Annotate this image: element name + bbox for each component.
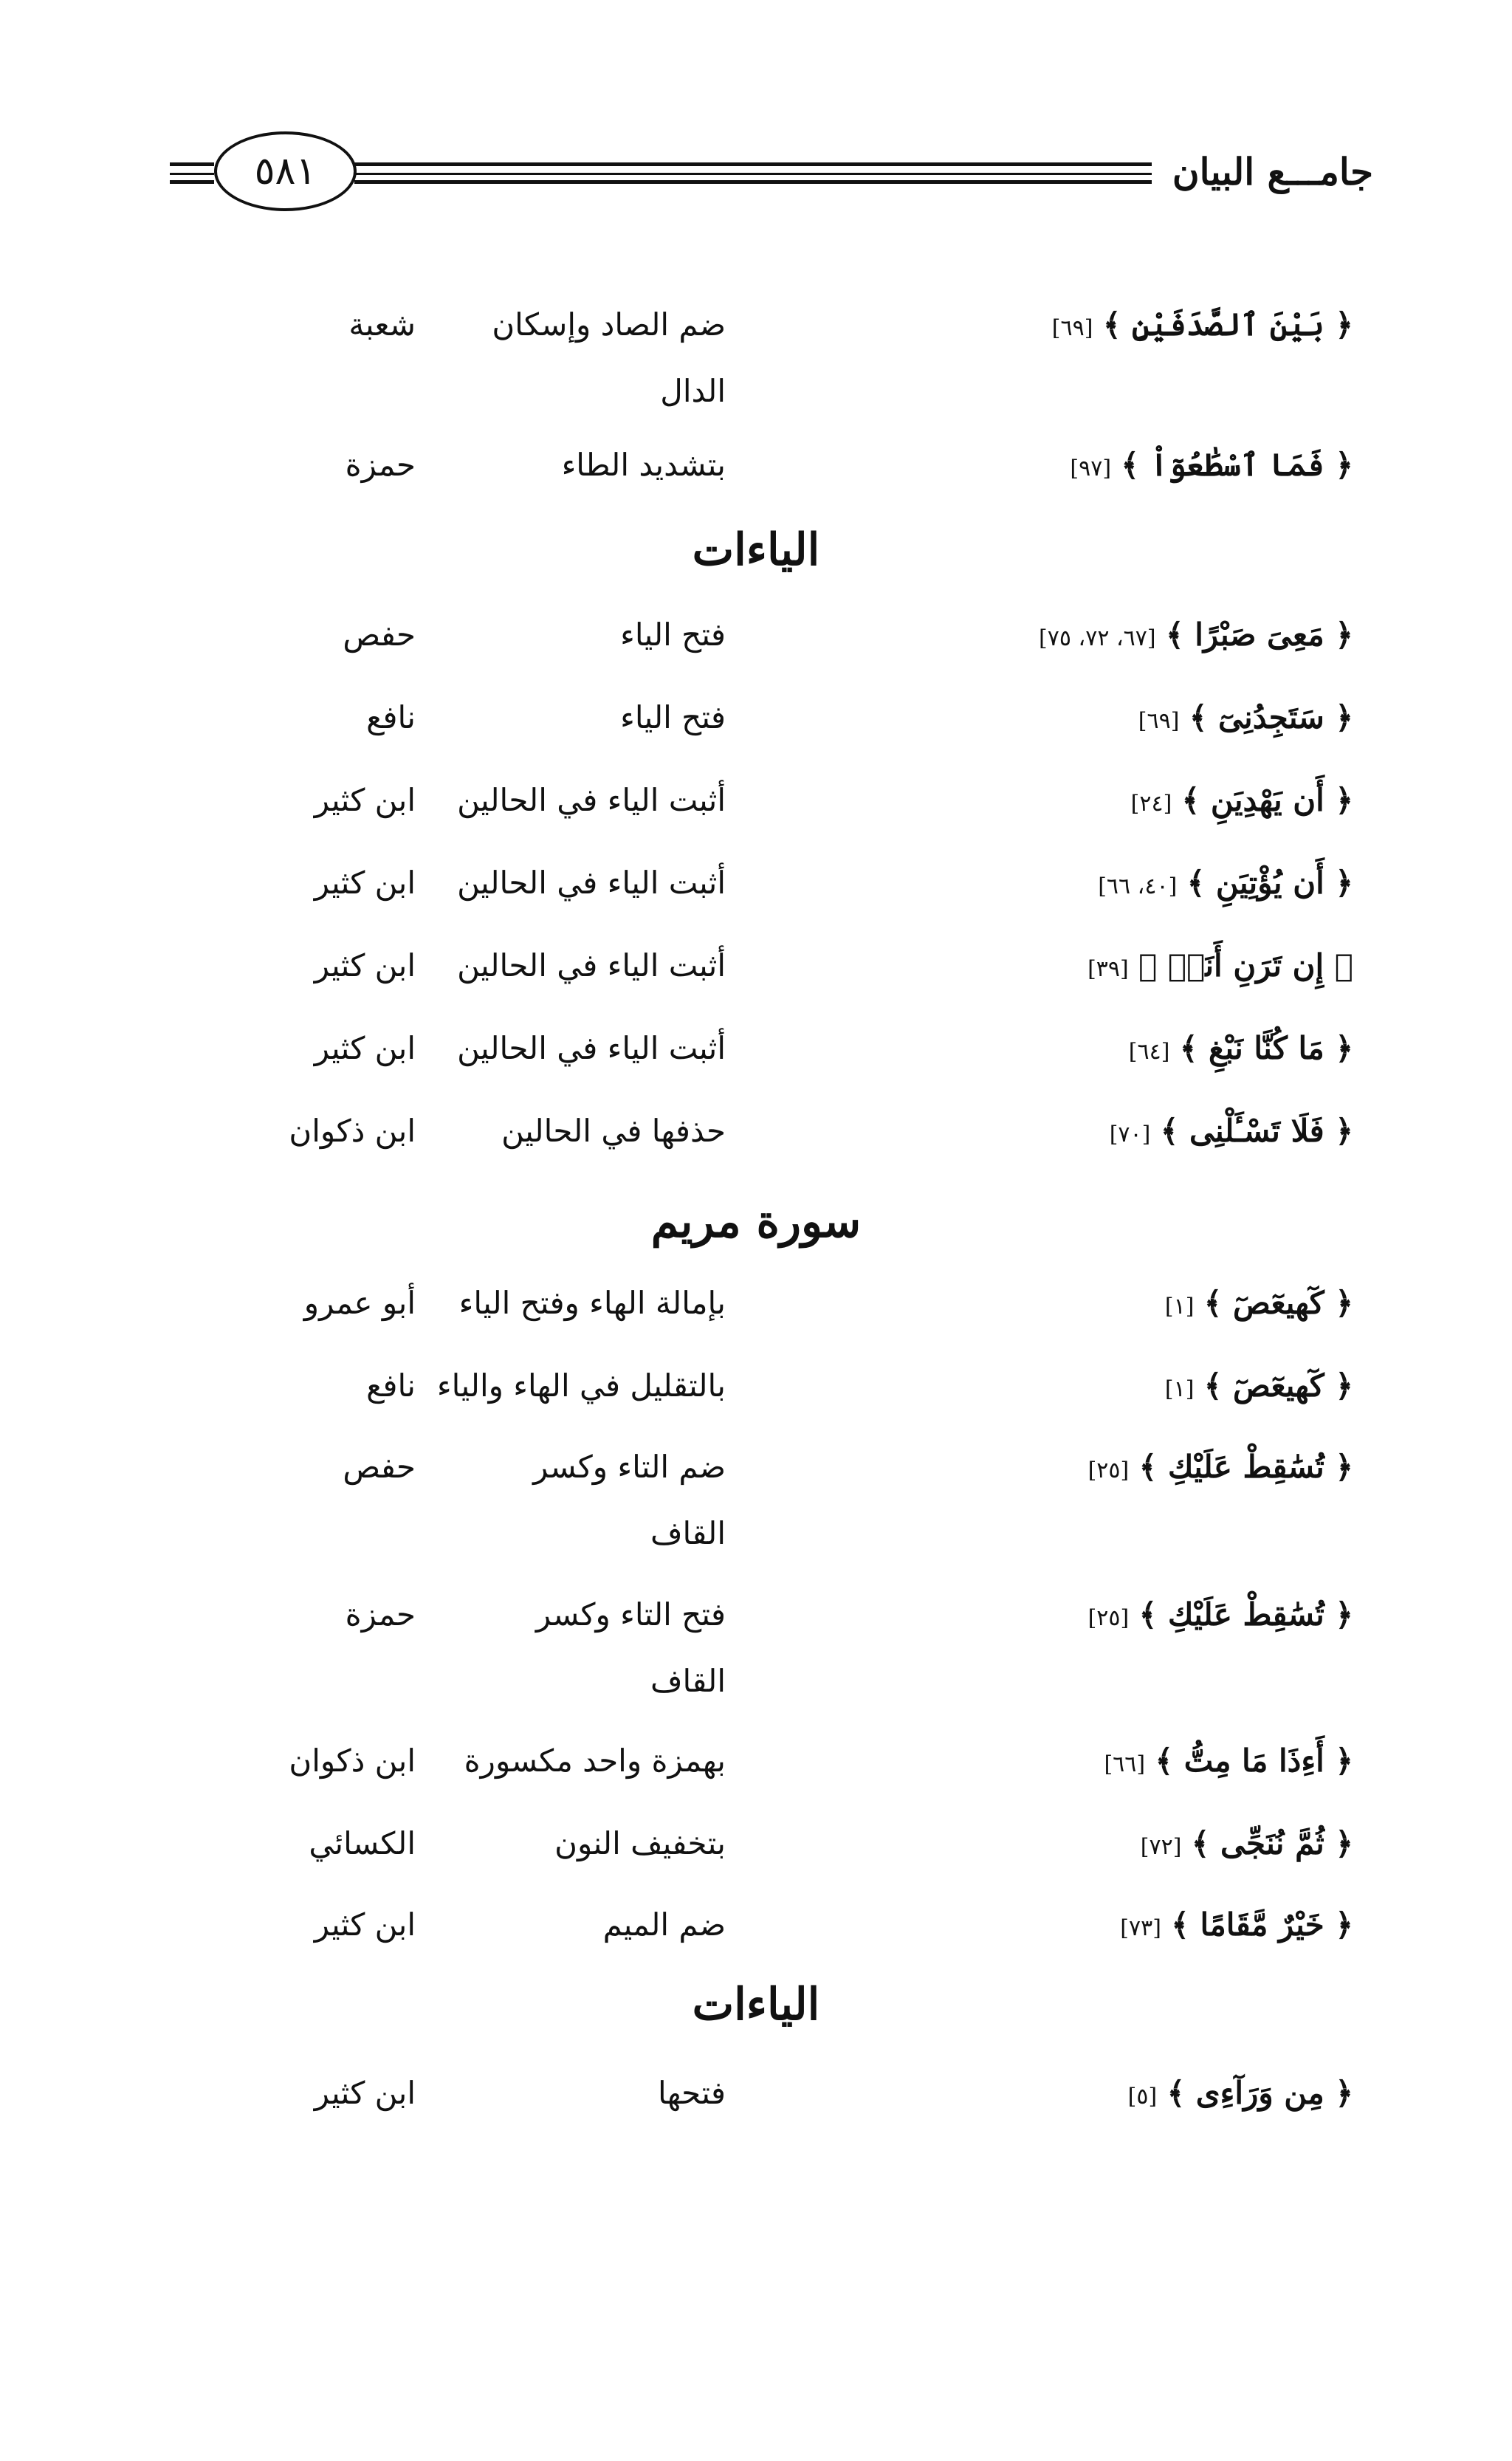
reading-description: فتح التاء وكسر — [535, 1596, 726, 1633]
quran-word-text: ﴿ كٓهيعٓصٓ ﴾ — [1203, 1285, 1353, 1321]
quran-word-text: ﴿ تُسَٰقِطْ عَلَيْكِ ﴾ — [1138, 1596, 1353, 1633]
verse-reference: [٧٢] — [1140, 1834, 1182, 1860]
verse-reference: [٦٩] — [1051, 315, 1093, 341]
reading-row — [0, 1438, 1512, 1504]
reader-name: حفص — [343, 617, 416, 653]
reading-description: أثبت الياء في الحالين — [457, 865, 726, 901]
reading-description: حذفها في الحالين — [501, 1113, 726, 1149]
reading-description: أثبت الياء في الحالين — [457, 1030, 726, 1066]
header-rule — [170, 180, 214, 184]
verse-reference: [٢٥] — [1087, 1605, 1130, 1631]
section-heading: الياءات — [692, 524, 820, 576]
quran-word — [1087, 936, 1353, 999]
reading-description: بإمالة الهاء وفتح الياء — [458, 1285, 726, 1321]
verse-reference: [٢٤] — [1130, 791, 1172, 817]
reading-description-continued: القاف — [650, 1515, 726, 1551]
verse-reference: [٦٩] — [1138, 708, 1180, 734]
reading-description: فتحها — [657, 2075, 726, 2111]
reading-row — [0, 1585, 1512, 1652]
quran-word-text: ﴿ ثُمَّ نُنَجِّى ﴾ — [1191, 1825, 1353, 1861]
reading-description: بتخفيف النون — [554, 1825, 726, 1861]
header-rule — [170, 162, 214, 166]
reading-description: أثبت الياء في الحالين — [457, 947, 726, 984]
header-rule — [354, 180, 1152, 184]
page-number: ٥٨١ — [254, 149, 317, 193]
reading-description: أثبت الياء في الحالين — [457, 782, 726, 818]
reading-row — [0, 771, 1512, 837]
quran-word — [1131, 771, 1353, 834]
reader-name: ابن كثير — [314, 865, 416, 901]
header-rule — [354, 173, 1152, 175]
quran-word — [1052, 295, 1353, 358]
quran-word — [1128, 2064, 1353, 2127]
verse-reference: [٦٧، ٧٢، ٧٥] — [1039, 625, 1156, 651]
reader-name: ابن كثير — [314, 947, 416, 984]
quran-word-text: ﴿ إِن تَرَنِ أَنَا۠ ﴾ — [1138, 947, 1353, 984]
reading-row — [0, 2064, 1512, 2130]
quran-word — [1165, 1274, 1353, 1336]
reading-row — [0, 1731, 1512, 1798]
reading-description: ضم الصاد وإسكان — [492, 306, 726, 343]
quran-word — [1141, 1814, 1353, 1877]
reading-row — [0, 1102, 1512, 1168]
reading-row — [0, 295, 1512, 362]
reading-row — [0, 436, 1512, 502]
reading-description: بتشديد الطاء — [561, 447, 726, 483]
quran-word-text: ﴿ مَعِىَ صَبْرًا ﴾ — [1165, 617, 1353, 653]
quran-word-text: ﴿ مَا كُنَّا نَبْغِ ﴾ — [1179, 1030, 1353, 1066]
reader-name: ابن كثير — [314, 2075, 416, 2111]
reading-description: ضم التاء وكسر — [533, 1449, 726, 1485]
reader-name: نافع — [366, 699, 416, 735]
quran-word-text: ﴿ بَيْنَ ٱلصَّدَفَيْنِ ﴾ — [1102, 306, 1353, 343]
quran-word — [1088, 1438, 1353, 1500]
reader-name: حفص — [343, 1449, 416, 1485]
quran-word — [1110, 1102, 1353, 1164]
quran-word-text: ﴿ أَءِذَا مَا مِتُّ ﴾ — [1155, 1743, 1353, 1779]
verse-reference: [٤٠، ٦٦] — [1098, 873, 1178, 899]
reading-row — [0, 1895, 1512, 1962]
reader-name: حمزة — [345, 1596, 416, 1633]
verse-reference: [٣٩] — [1087, 956, 1129, 982]
quran-word-text: ﴿ فَلَا تَسْـَٔلْنِى ﴾ — [1160, 1113, 1353, 1149]
quran-word-text: ﴿ مِن وَرَآءِى ﴾ — [1166, 2075, 1353, 2111]
quran-word-text: ﴿ سَتَجِدُنِىٓ ﴾ — [1189, 699, 1353, 735]
reading-row — [0, 936, 1512, 1003]
quran-word-text: ﴿ كٓهيعٓصٓ ﴾ — [1203, 1367, 1353, 1404]
verse-reference: [٢٥] — [1087, 1458, 1130, 1483]
reading-row — [0, 1019, 1512, 1085]
section-heading: الياءات — [692, 1979, 820, 2031]
reading-description: فتح الياء — [620, 699, 726, 735]
quran-word-text: ﴿ فَمَا ٱسْطَٰعُوٓاْ ﴾ — [1121, 447, 1353, 483]
quran-word — [1088, 1585, 1353, 1648]
quran-word — [1039, 605, 1353, 668]
verse-reference: [٥] — [1127, 2084, 1158, 2110]
reader-name: ابن كثير — [314, 782, 416, 818]
reading-row — [0, 688, 1512, 755]
reader-name: ابن كثير — [314, 1030, 416, 1066]
quran-word-text: ﴿ تُسَٰقِطْ عَلَيْكِ ﴾ — [1138, 1449, 1353, 1485]
reader-name: شعبة — [348, 306, 416, 343]
quran-word — [1138, 688, 1353, 751]
header-rule — [354, 162, 1152, 166]
quran-word-text: ﴿ أَن يَهْدِيَنِ ﴾ — [1181, 782, 1353, 818]
reading-description-continued: الدال — [660, 373, 726, 409]
reader-name: ابن ذكوان — [289, 1743, 416, 1779]
page-number-oval — [214, 131, 357, 211]
book-title: جامـــع البيان — [1172, 150, 1373, 193]
reader-name: الكسائي — [309, 1825, 416, 1861]
reading-description: بهمزة واحد مكسورة — [464, 1743, 726, 1779]
quran-word — [1098, 854, 1353, 916]
page-header — [170, 126, 1373, 214]
reading-description: بالتقليل في الهاء والياء — [436, 1367, 726, 1404]
reader-name: نافع — [366, 1367, 416, 1404]
verse-reference: [٦٤] — [1128, 1039, 1170, 1065]
quran-word — [1129, 1019, 1353, 1082]
quran-word-text: ﴿ أَن يُؤْتِيَنِ ﴾ — [1186, 865, 1353, 901]
verse-reference: [٧٣] — [1120, 1915, 1161, 1941]
header-rule — [170, 173, 214, 175]
surah-heading: سورة مريم — [650, 1196, 862, 1248]
reading-row — [0, 1274, 1512, 1340]
quran-word — [1120, 1895, 1353, 1958]
reading-row — [0, 1356, 1512, 1423]
reading-description-continued: القاف — [650, 1663, 726, 1699]
quran-word — [1070, 436, 1353, 498]
quran-word — [1165, 1356, 1353, 1419]
reader-name: حمزة — [345, 447, 416, 483]
quran-word — [1104, 1731, 1353, 1794]
reading-row — [0, 1814, 1512, 1881]
reader-name: ابن ذكوان — [289, 1113, 416, 1149]
reader-name: ابن كثير — [314, 1906, 416, 1943]
quran-word-text: ﴿ خَيْرٌ مَّقَامًا ﴾ — [1171, 1906, 1353, 1943]
verse-reference: [٩٧] — [1070, 456, 1112, 481]
verse-reference: [٦٦] — [1104, 1751, 1146, 1777]
reading-description: فتح الياء — [620, 617, 726, 653]
verse-reference: [١] — [1164, 1294, 1195, 1319]
verse-reference: [١] — [1164, 1376, 1195, 1402]
verse-reference: [٧٠] — [1109, 1122, 1151, 1147]
reading-row — [0, 605, 1512, 672]
reading-description: ضم الميم — [602, 1906, 726, 1943]
reading-row — [0, 854, 1512, 920]
reader-name: أبو عمرو — [303, 1285, 416, 1321]
